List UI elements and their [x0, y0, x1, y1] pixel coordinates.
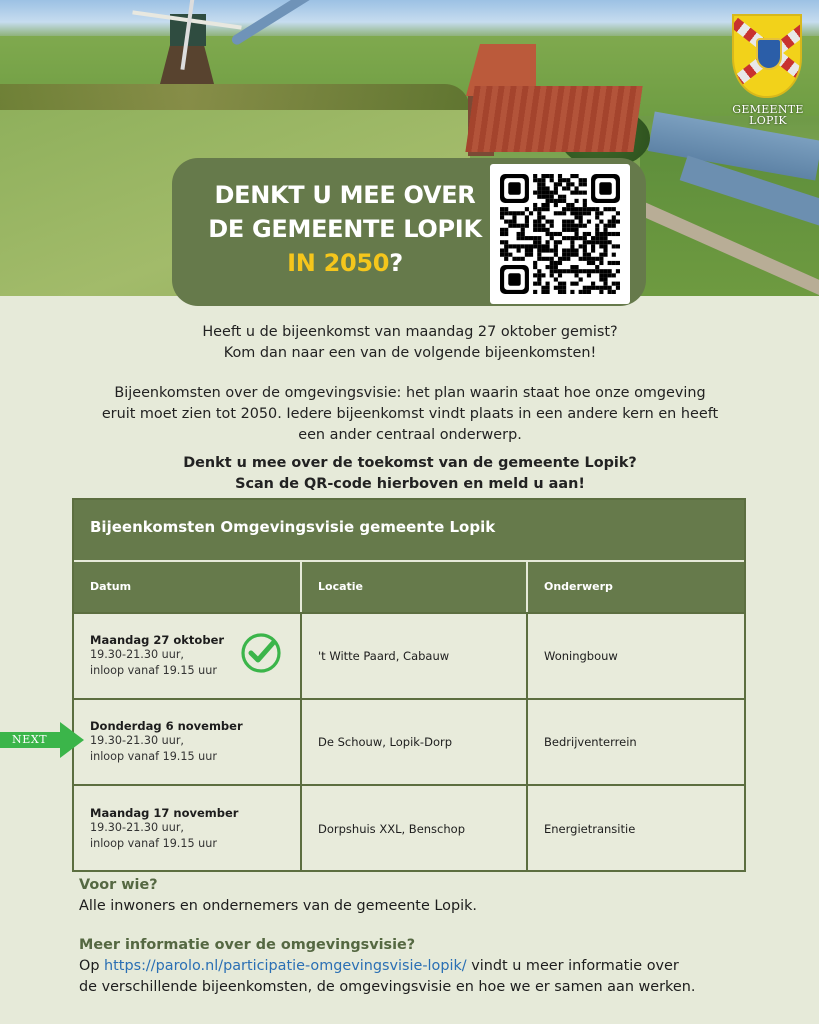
next-label: NEXT [12, 733, 48, 746]
check-icon [240, 632, 282, 674]
header-datum: Datum [74, 562, 302, 612]
para-line-3: een ander centraal onderwerp. [298, 427, 522, 443]
topic-cell: Bedrijventerrein [544, 735, 637, 749]
meeting-time: 19.30-21.30 uur, [90, 734, 184, 747]
more-info-line-1 [79, 956, 759, 977]
more-info-heading: Meer informatie over de omgevingsvisie? [79, 937, 416, 953]
intro-paragraph [60, 322, 760, 364]
table-row [74, 786, 744, 872]
meeting-walkin: inloop vanaf 19.15 uur [90, 664, 217, 677]
meeting-walkin: inloop vanaf 19.15 uur [90, 837, 217, 850]
call-to-action [60, 453, 760, 495]
qr-code-icon [500, 174, 620, 294]
meeting-time: 19.30-21.30 uur, [90, 821, 184, 834]
more-info-line-2: de verschillende bijeenkomsten, de omgevingsvisie en hoe we er samen aan werken. [79, 979, 696, 995]
intro-line-2: Kom dan naar een van de volgende bijeenkomsten! [223, 345, 597, 361]
cta-line-1: Denkt u mee over de toekomst van de gemeente Lopik? [183, 455, 637, 471]
date-cell [74, 786, 302, 872]
headline [200, 178, 490, 280]
headline-suffix: ? [389, 249, 403, 277]
headline-line-2: DE GEMEENTE LOPIK [208, 215, 482, 243]
header-onderwerp: Onderwerp [544, 580, 613, 593]
audience-text: Alle inwoners en ondernemers van de gemeente Lopik. [79, 898, 477, 914]
farmhouse-roof [465, 86, 642, 152]
intro-line-1: Heeft u de bijeenkomst van maandag 27 oktober gemist? [202, 324, 618, 340]
location-cell: Dorpshuis XXL, Benschop [302, 786, 528, 872]
coat-of-arms-icon [732, 14, 802, 98]
logo-line-1: GEMEENTE [732, 103, 804, 116]
location-cell: 't Witte Paard, Cabauw [302, 614, 528, 698]
headline-card [172, 158, 646, 306]
gemeente-lopik-logo [732, 14, 804, 126]
omgevingsvisie-paragraph [60, 383, 760, 446]
cta-line-2: Scan de QR-code hierboven en meld u aan! [235, 476, 585, 492]
meeting-day: Maandag 17 november [90, 806, 239, 820]
audience-section [79, 875, 759, 917]
meetings-table [72, 498, 746, 872]
table-title: Bijeenkomsten Omgevingsvisie gemeente Lopik [74, 500, 744, 562]
meeting-day: Maandag 27 oktober [90, 633, 225, 647]
audience-heading: Voor wie? [79, 877, 158, 893]
info-prefix: Op [79, 958, 100, 974]
date-cell [74, 614, 302, 698]
para-line-2: eruit moet zien tot 2050. Iedere bijeenkomst vindt plaats in een andere kern en heeft [101, 406, 719, 422]
info-suffix: vindt u meer informatie over [471, 958, 679, 974]
table-row [74, 614, 744, 700]
meeting-day: Donderdag 6 november [90, 719, 243, 733]
logo-text [732, 104, 804, 126]
table-header-row [74, 562, 744, 614]
headline-line-3 [200, 246, 490, 280]
table-row [74, 700, 744, 786]
parolo-link[interactable]: https://parolo.nl/participatie-omgevingsvisie-lopik/ [104, 958, 467, 974]
more-info-section [79, 935, 759, 998]
para-line-1: Bijeenkomsten over de omgevingsvisie: het plan waarin staat hoe onze omgeving [114, 385, 706, 401]
topic-cell: Energietransitie [544, 822, 636, 836]
logo-line-2: LOPIK [749, 114, 787, 127]
topic-cell: Woningbouw [544, 649, 618, 663]
header-locatie: Locatie [302, 562, 528, 612]
date-cell [74, 700, 302, 784]
meeting-time: 19.30-21.30 uur, [90, 648, 184, 661]
location-cell: De Schouw, Lopik-Dorp [302, 700, 528, 784]
headline-line-1: DENKT U MEE OVER [214, 181, 476, 209]
qr-code[interactable] [490, 164, 630, 304]
headline-highlight: IN 2050 [287, 249, 390, 277]
meeting-walkin: inloop vanaf 19.15 uur [90, 750, 217, 763]
